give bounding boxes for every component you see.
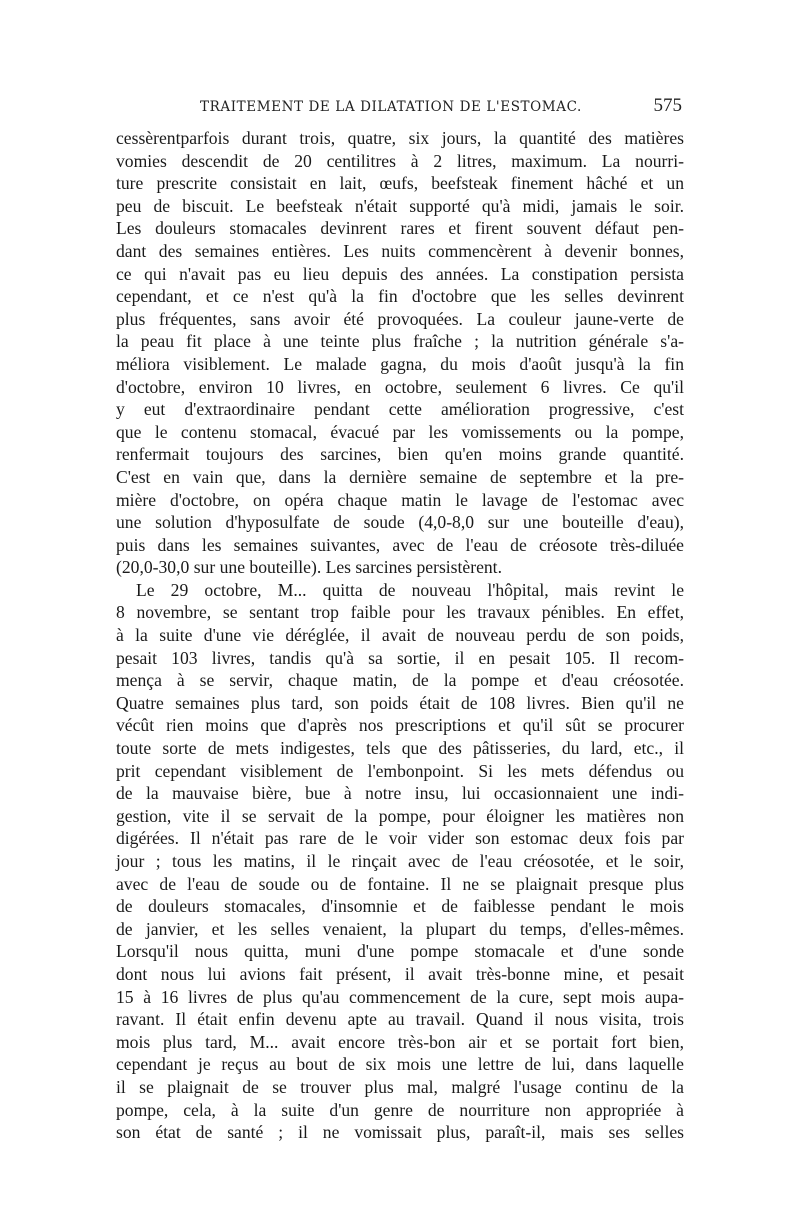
text-line: mière d'octobre, on opéra chaque matin le lavage de l'estomac avec bbox=[116, 489, 684, 510]
text-line: à la suite d'une vie déréglée, il avait de nouveau perdu de son poids, bbox=[116, 625, 684, 646]
text-line: son état de santé ; il ne vomissait plus, paraît-il, mais ses selles bbox=[116, 1122, 684, 1143]
text-line: plus fréquentes, sans avoir été provoquées. La couleur jaune-verte de bbox=[116, 308, 684, 329]
text-line: vécût rien moins que d'après nos prescriptions et qu'il sût se procurer bbox=[116, 715, 684, 736]
text-line: dant des semaines entières. Les nuits commencèrent à devenir bonnes, bbox=[116, 240, 684, 261]
page-number: 575 bbox=[653, 95, 682, 116]
text-line: une solution d'hyposulfate de soude (4,0-8,0 sur une bouteille d'eau), bbox=[116, 512, 684, 533]
text-line: que le contenu stomacal, évacué par les vomissements ou la pompe, bbox=[116, 421, 684, 442]
text-line: pesait 103 livres, tandis qu'à sa sortie, il en pesait 105. Il recom- bbox=[116, 647, 684, 668]
text-line: cependant je reçus au bout de six mois une lettre de lui, dans laquelle bbox=[116, 1054, 684, 1075]
text-line: méliora visiblement. Le malade gagna, du mois d'août jusqu'à la fin bbox=[116, 353, 684, 374]
text-line: dont nous lui avions fait présent, il avait très-bonne mine, et pesait bbox=[116, 963, 684, 984]
body-text bbox=[116, 127, 684, 1144]
text-line: il se plaignait de se trouver plus mal, malgré l'usage continu de la bbox=[116, 1076, 684, 1097]
text-line: C'est en vain que, dans la dernière semaine de septembre et la pre- bbox=[116, 466, 684, 487]
text-line: d'octobre, environ 10 livres, en octobre, seulement 6 livres. Ce qu'il bbox=[116, 376, 684, 397]
text-line: ravant. Il était enfin devenu apte au travail. Quand il nous visita, trois bbox=[116, 1009, 684, 1030]
text-line: 8 novembre, se sentant trop faible pour les travaux pénibles. En effet, bbox=[116, 602, 684, 623]
running-title: TRAITEMENT DE LA DILATATION DE L'ESTOMAC. bbox=[200, 99, 582, 115]
text-line: Le 29 octobre, M... quitta de nouveau l'hôpital, mais revint le bbox=[136, 579, 684, 600]
text-line: de la mauvaise bière, bue à notre insu, lui occasionnaient une indi- bbox=[116, 783, 684, 804]
text-line: (20,0-30,0 sur une bouteille). Les sarcines persistèrent. bbox=[116, 557, 502, 578]
text-line: peu de biscuit. Le beefsteak n'était supporté qu'à midi, jamais le soir. bbox=[116, 195, 684, 216]
running-head bbox=[118, 97, 682, 119]
text-line: avec de l'eau de soude ou de fontaine. Il ne se plaignait presque plus bbox=[116, 873, 684, 894]
text-line: toute sorte de mets indigestes, tels que des pâtisseries, du lard, etc., il bbox=[116, 738, 684, 759]
text-line: de douleurs stomacales, d'insomnie et de faiblesse pendant le mois bbox=[116, 896, 684, 917]
text-line: vomies descendit de 20 centilitres à 2 litres, maximum. La nourri- bbox=[116, 150, 684, 171]
text-line: mois plus tard, M... avait encore très-bon air et se portait fort bien, bbox=[116, 1031, 684, 1052]
text-line: 15 à 16 livres de plus qu'au commencement de la cure, sept mois aupa- bbox=[116, 986, 684, 1007]
text-line: Quatre semaines plus tard, son poids était de 108 livres. Bien qu'il ne bbox=[116, 692, 684, 713]
text-line: cessèrentparfois durant trois, quatre, six jours, la quantité des matières bbox=[116, 128, 684, 148]
text-line: ture prescrite consistait en lait, œufs, beefsteak finement hâché et un bbox=[116, 173, 684, 194]
text-line: gestion, vite il se servait de la pompe, pour éloigner les matières non bbox=[116, 805, 684, 826]
text-line: jour ; tous les matins, il le rinçait avec de l'eau créosotée, et le soir, bbox=[116, 851, 684, 871]
text-line: puis dans les semaines suivantes, avec de l'eau de créosote très-diluée bbox=[116, 534, 684, 555]
text-line: pompe, cela, à la suite d'un genre de nourriture non appropriée à bbox=[116, 1099, 684, 1120]
text-line: digérées. Il n'était pas rare de le voir vider son estomac deux fois par bbox=[116, 828, 684, 849]
text-line: prit cependant visiblement de l'embonpoint. Si les mets défendus ou bbox=[116, 760, 684, 781]
text-line: ce qui n'avait pas eu lieu depuis des années. La constipation persista bbox=[116, 263, 684, 284]
text-line: mença à se servir, chaque matin, de la pompe et d'eau créosotée. bbox=[116, 670, 684, 691]
text-line: Les douleurs stomacales devinrent rares et firent souvent défaut pen- bbox=[116, 218, 684, 239]
text-line: la peau fit place à une teinte plus fraîche ; la nutrition générale s'a- bbox=[116, 331, 684, 352]
text-line: cependant, et ce n'est qu'à la fin d'octobre que les selles devinrent bbox=[116, 286, 684, 307]
text-line: de janvier, et les selles venaient, la plupart du temps, d'elles-mêmes. bbox=[116, 918, 684, 939]
text-line: y eut d'extraordinaire pendant cette amélioration progressive, c'est bbox=[116, 399, 684, 420]
text-line: renfermait toujours des sarcines, bien qu'en moins grande quantité. bbox=[116, 444, 684, 465]
text-line: Lorsqu'il nous quitta, muni d'une pompe stomacale et d'une sonde bbox=[116, 941, 684, 962]
